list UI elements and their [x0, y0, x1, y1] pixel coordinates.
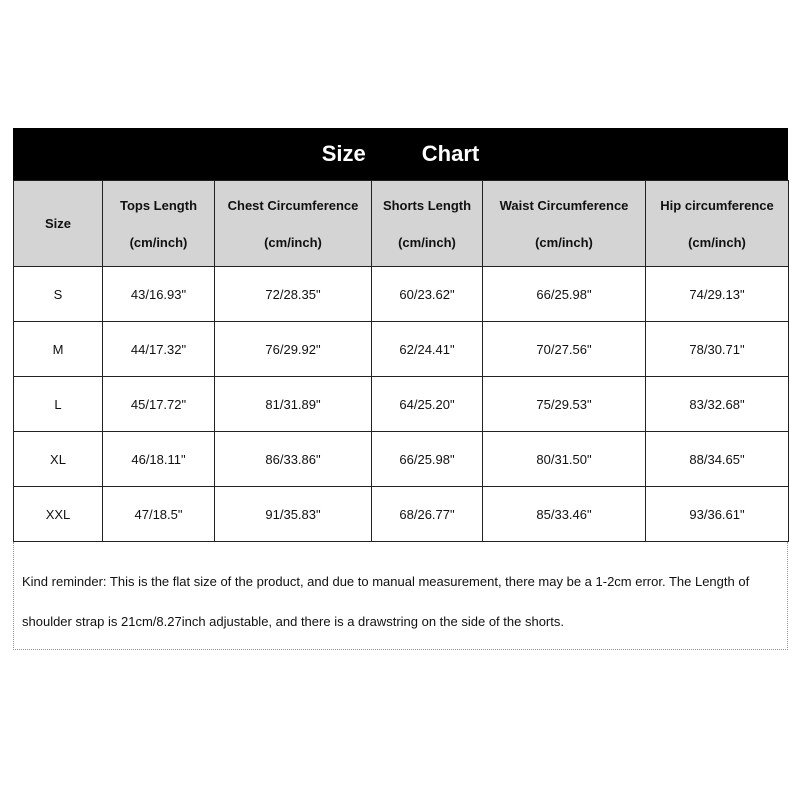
header-hip-circumference: [646, 181, 789, 267]
tops-length-cell: 47/18.5": [103, 487, 215, 542]
shorts-length-cell: 60/23.62": [372, 267, 483, 322]
hip-cell: 83/32.68": [646, 377, 789, 432]
chest-cell: 86/33.86": [215, 432, 372, 487]
header-chest-circumference: [215, 181, 372, 267]
size-cell: L: [14, 377, 103, 432]
tops-length-cell: 46/18.11": [103, 432, 215, 487]
header-size: [14, 181, 103, 267]
tops-length-cell: 43/16.93": [103, 267, 215, 322]
header-unit: (cm/inch): [688, 234, 746, 250]
size-chart: [13, 128, 788, 542]
header-label: Shorts Length: [382, 197, 472, 213]
header-shorts-length: [372, 181, 483, 267]
table-row: [14, 432, 789, 487]
shorts-length-cell: 68/26.77": [372, 487, 483, 542]
header-unit: (cm/inch): [129, 234, 188, 250]
hip-cell: 78/30.71": [646, 322, 789, 377]
waist-cell: 85/33.46": [483, 487, 646, 542]
chest-cell: 76/29.92": [215, 322, 372, 377]
chest-cell: 72/28.35": [215, 267, 372, 322]
header-unit: (cm/inch): [264, 234, 322, 250]
tops-length-cell: 44/17.32": [103, 322, 215, 377]
chest-cell: 91/35.83": [215, 487, 372, 542]
chest-cell: 81/31.89": [215, 377, 372, 432]
size-cell: S: [14, 267, 103, 322]
table-row: [14, 377, 789, 432]
header-row: [14, 181, 789, 267]
waist-cell: 80/31.50": [483, 432, 646, 487]
shorts-length-cell: 66/25.98": [372, 432, 483, 487]
header-unit: (cm/inch): [398, 234, 456, 250]
header-label: Hip circumference: [660, 197, 774, 213]
hip-cell: 93/36.61": [646, 487, 789, 542]
waist-cell: 66/25.98": [483, 267, 646, 322]
hip-cell: 88/34.65": [646, 432, 789, 487]
header-unit: (cm/inch): [535, 234, 593, 250]
hip-cell: 74/29.13": [646, 267, 789, 322]
chart-title-chart: Chart: [421, 141, 480, 166]
table-row: [14, 267, 789, 322]
table-row: [14, 322, 789, 377]
size-cell: M: [14, 322, 103, 377]
header-label: Chest Circumference: [227, 197, 359, 213]
shorts-length-cell: 64/25.20": [372, 377, 483, 432]
header-tops-length: [103, 181, 215, 267]
chart-title-size: Size: [321, 141, 366, 166]
header-label: Tops Length: [119, 197, 198, 213]
header-size-label: Size: [44, 216, 71, 231]
kind-reminder-note: Kind reminder: This is the flat size of the product, and due to manual measurement, there may be a 1-2cm error. The Length of shoulder strap is 21cm/8.27inch adjustable, and there is a drawstring on the side of the shorts.: [13, 542, 788, 650]
header-waist-circumference: [483, 181, 646, 267]
size-cell: XL: [14, 432, 103, 487]
tops-length-cell: 45/17.72": [103, 377, 215, 432]
shorts-length-cell: 62/24.41": [372, 322, 483, 377]
waist-cell: 70/27.56": [483, 322, 646, 377]
size-table: [13, 180, 789, 542]
header-label: Waist Circumference: [499, 197, 629, 213]
size-cell: XXL: [14, 487, 103, 542]
table-row: [14, 487, 789, 542]
chart-title-bar: [13, 128, 788, 180]
waist-cell: 75/29.53": [483, 377, 646, 432]
